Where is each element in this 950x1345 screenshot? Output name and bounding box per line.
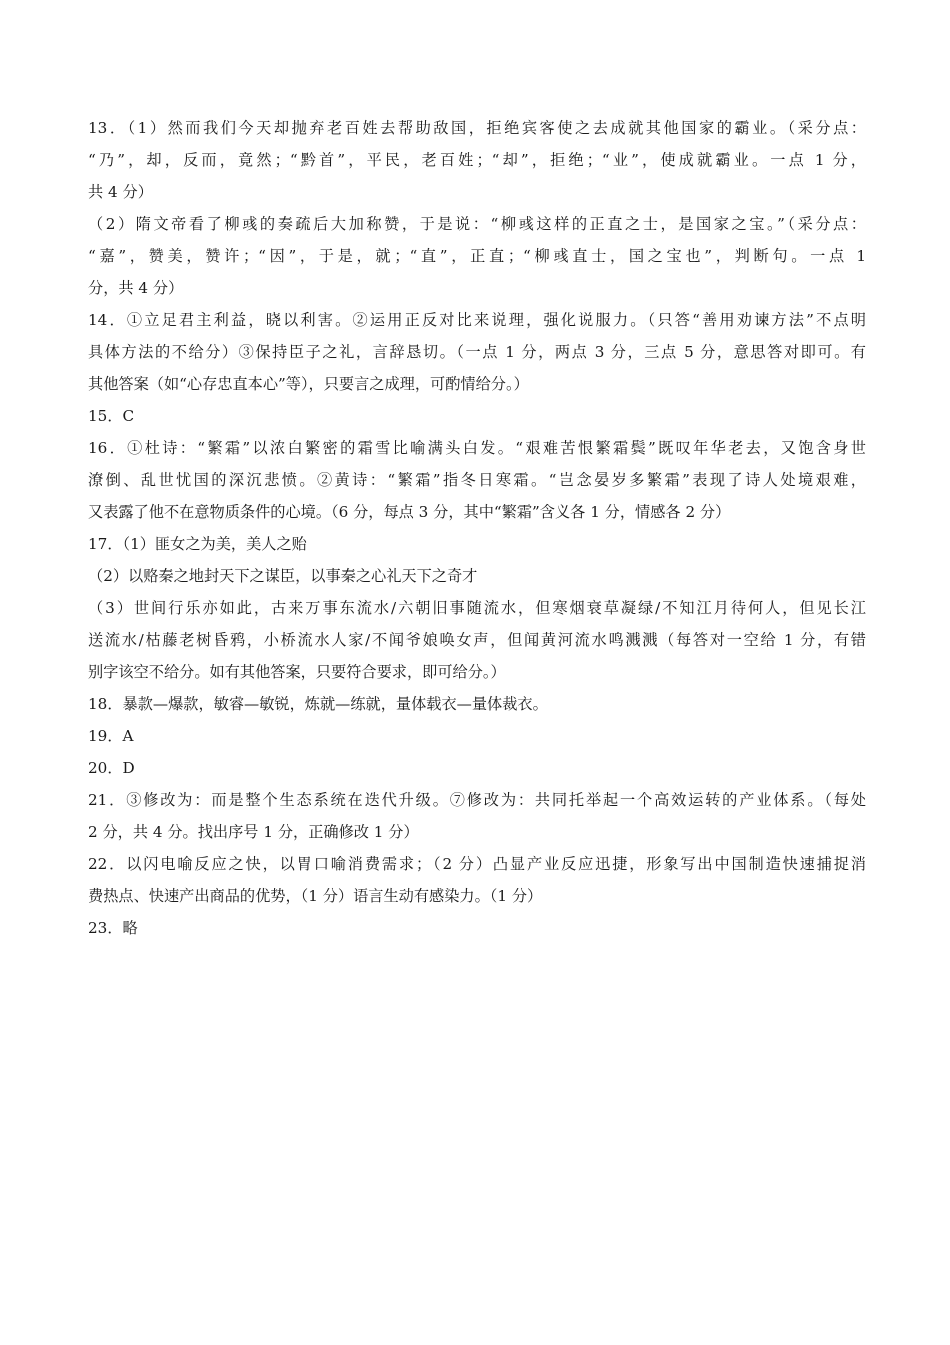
answer-line: 共 4 分） [88,183,153,201]
answer-line: 13．（1）然而我们今天却抛弃老百姓去帮助敌国，拒绝宾客使之去成就其他国家的霸业。（采分点： [88,119,866,137]
answer-line: 23．略 [88,919,138,937]
answer-line: 2 分，共 4 分。找出序号 1 分，正确修改 1 分） [88,823,419,841]
answer-line: 送流水/枯藤老树昏鸦，小桥流水人家/不闻爷娘唤女声，但闻黄河流水鸣溅溅（每答对一空给 1 分，有错 [88,631,866,649]
answer-line: 具体方法的不给分）③保持臣子之礼，言辞恳切。（一点 1 分，两点 3 分，三点 5 分，意思答对即可。有 [88,343,866,361]
answer-line: “嘉”，赞美，赞许；“因”，于是，就；“直”，正直；“柳彧直士，国之宝也”，判断句。一点 1 [88,247,866,265]
answer-line: 费热点、快速产出商品的优势，（1 分）语言生动有感染力。（1 分） [88,887,543,905]
answer-line: （2）隋文帝看了柳彧的奏疏后大加称赞，于是说：“柳彧这样的正直之士，是国家之宝。”（采分点： [88,215,866,233]
answer-line: 15．C [88,407,135,425]
answer-line: 14．①立足君主利益，晓以利害。②运用正反对比来说理，强化说服力。（只答“善用劝谏方法”不点明 [88,311,866,329]
answer-line: 20．D [88,759,135,777]
answer-key [88,112,866,944]
answer-line: 其他答案（如“心存忠直本心”等），只要言之成理，可酌情给分。） [88,375,529,393]
answer-line: 16．①杜诗：“繁霜”以浓白繁密的霜雪比喻满头白发。“艰难苦恨繁霜鬓”既叹年华老去，又饱含身世 [88,439,866,457]
answer-line: “乃”，却，反而，竟然；“黔首”，平民，老百姓；“却”，拒绝；“业”，使成就霸业。一点 1 分， [88,151,866,169]
answer-line: 又表露了他不在意物质条件的心境。（6 分，每点 3 分，其中“繁霜”含义各 1 分，情感各 2 分） [88,503,731,521]
answer-line: 18．暴款—爆款，敏睿—敏锐，炼就—练就，量体载衣—量体裁衣。 [88,695,548,713]
answer-line: 22．以闪电喻反应之快，以胃口喻消费需求；（2 分）凸显产业反应迅捷，形象写出中国制造快速捕捉消 [88,855,866,873]
answer-line: 17．（1）匪女之为美，美人之贻 [88,535,307,553]
answer-line: 别字该空不给分。如有其他答案，只要符合要求，即可给分。） [88,663,506,681]
answer-line: 19．A [88,727,134,745]
answer-line: 21．③修改为：而是整个生态系统在迭代升级。⑦修改为：共同托举起一个高效运转的产业体系。（每处 [88,791,866,809]
answer-line: （2）以赂秦之地封天下之谋臣，以事秦之心礼天下之奇才 [88,567,478,585]
answer-line: （3）世间行乐亦如此，古来万事东流水/六朝旧事随流水，但寒烟衰草凝绿/不知江月待何人，但见长江 [88,599,866,617]
answer-line: 分，共 4 分） [88,279,184,297]
answer-line: 潦倒、乱世忧国的深沉悲愤。②黄诗：“繁霜”指冬日寒霜。“岂念晏岁多繁霜”表现了诗人处境艰难， [88,471,866,489]
